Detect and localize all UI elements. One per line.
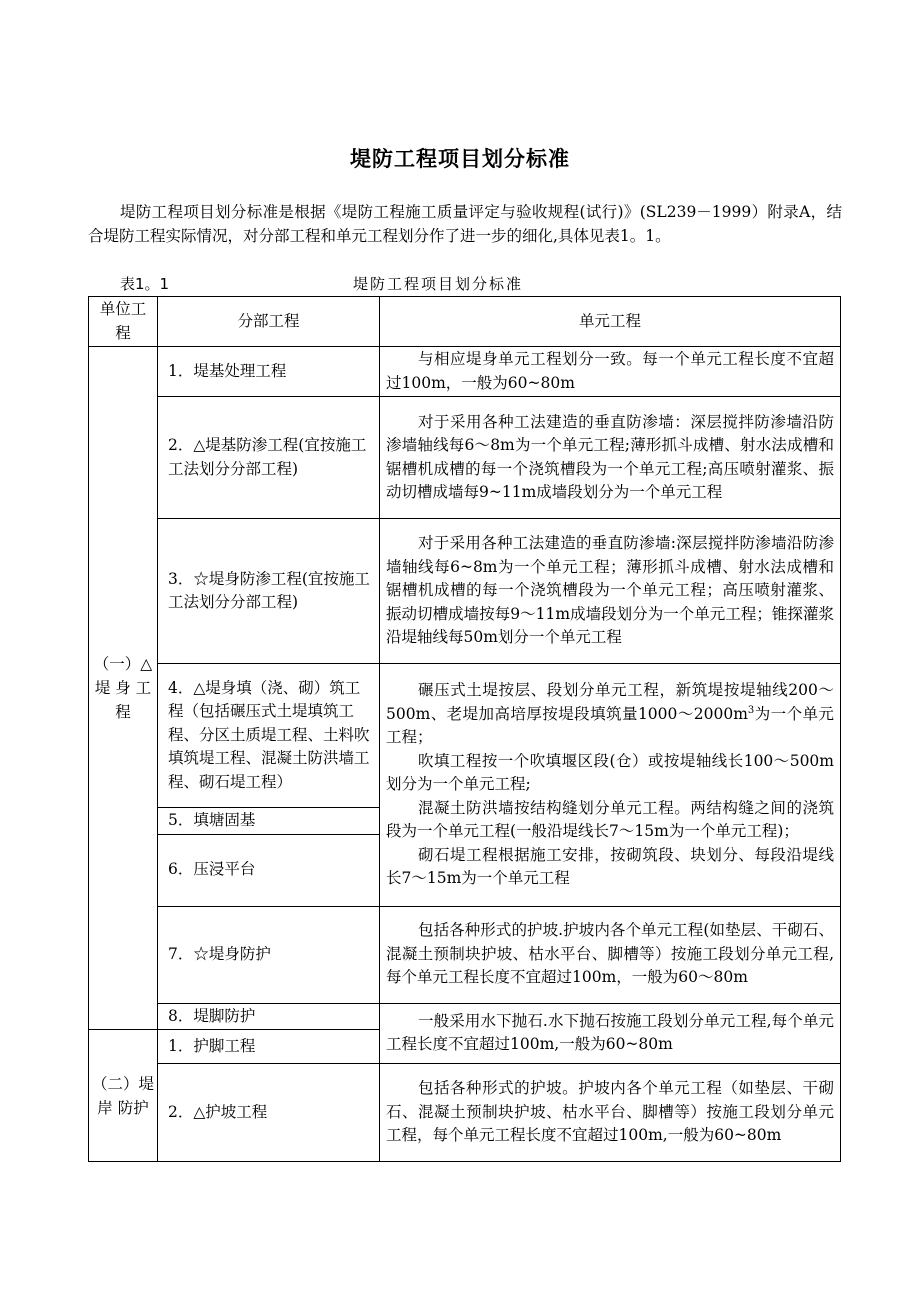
table-row	[89, 664, 841, 808]
header-part: 分部工程	[158, 297, 380, 347]
element-cell: 对于采用各种工法建造的垂直防渗墙：深层搅拌防渗墙沿防渗墙轴线每6～8m为一个单元工程;薄形抓斗成槽、射水法成槽和锯槽机成槽的每一个浇筑槽段为一个单元工程;高压喷射灌浆、振动切槽成墙每9~11m成墙段划分为一个单元工程	[380, 397, 841, 519]
part-cell: 2．△护坡工程	[158, 1064, 380, 1162]
table-row	[89, 397, 841, 519]
table-row	[89, 347, 841, 397]
intro-paragraph: 堤防工程项目划分标准是根据《堤防工程施工质量评定与验收规程(试行)》(SL239－1999）附录A，结合堤防工程实际情况，对分部工程和单元工程划分作了进一步的细化,具体见表1。1。	[88, 203, 842, 245]
element-cell: 与相应堤身单元工程划分一致。每一个单元工程长度不宜超过100m，一般为60~80m	[380, 347, 841, 397]
element-cell: 碾压式土堤按层、段划分单元工程，新筑堤按堤轴线200～500m、老堤加高培厚按堤段填筑量$1000\sim 2000m^3$为一个单元工程； 吹填工程按一个吹填堰区段(仓）或按堤轴线长100～500m划分为一个单元工程; 混凝土防洪墙按结构缝划分单元工程。两结构缝之间的浇筑段为一个单元工程(一般沿堤线长7～15m为一个单元工程)； 砌石堤工程根据施工安排，按砌筑段、块划分、每段沿堤线长7～15m为一个单元工程	[380, 664, 841, 907]
table-header-row	[89, 297, 841, 347]
table-caption	[120, 273, 840, 295]
part-cell: 1．堤基处理工程	[158, 347, 380, 397]
part-cell: 2．△堤基防渗工程(宜按施工工法划分分部工程)	[158, 397, 380, 519]
element-cell: 包括各种形式的护坡.护坡内各个单元工程(如垫层、干砌石、混凝土预制块护坡、枯水平台、脚槽等）按施工段划分单元工程,每个单元工程长度不宜超过100m，一般为60～80m	[380, 906, 841, 1003]
table-row	[89, 1003, 841, 1030]
element-cell: 对于采用各种工法建造的垂直防渗墙:深层搅拌防渗墙沿防渗墙轴线每6~8m为一个单元工程；薄形抓斗成槽、射水法成槽和锯槽机成槽的每一个浇筑槽段为一个单元工程；高压喷射灌浆、振动切槽成墙按每9～11m成墙段划分为一个单元工程；锥探灌浆沿堤轴线每50m划分一个单元工程	[380, 519, 841, 664]
part-cell: 6．压浸平台	[158, 834, 380, 906]
table-caption-title: 堤防工程项目划分标准	[353, 275, 524, 293]
unit-cell-2: （二）堤 岸 防护	[89, 1030, 158, 1162]
table-number: 表1。1	[120, 275, 170, 293]
table-row	[89, 1064, 841, 1162]
element-cell: 包括各种形式的护坡。护坡内各个单元工程（如垫层、干砌石、混凝土预制块护坡、枯水平台、脚槽等）按施工段划分单元工程，每个单元工程长度不宜超过100m,一般为60~80m	[380, 1064, 841, 1162]
page-title: 堤防工程项目划分标准	[350, 146, 570, 171]
part-cell: 1．护脚工程	[158, 1030, 380, 1064]
table-row	[89, 519, 841, 664]
part-cell: 8．堤脚防护	[158, 1003, 380, 1030]
part-cell: 7．☆堤身防护	[158, 906, 380, 1003]
header-element: 单元工程	[380, 297, 841, 347]
unit-cell-1: （一）△ 堤 身 工 程	[89, 347, 158, 1030]
table-row	[89, 906, 841, 1003]
part-cell: 3．☆堤身防渗工程(宜按施工工法划分分部工程)	[158, 519, 380, 664]
header-unit: 单位工程	[89, 297, 158, 347]
element-cell: 一般采用水下抛石.水下抛石按施工段划分单元工程,每个单元工程长度不宜超过100m,一般为60~80m	[380, 1003, 841, 1064]
part-cell: 4．△堤身填（浇、砌）筑工程（包括碾压式土堤填筑工程、分区土质堤工程、土料吹填筑堤工程、混凝土防洪墙工程、砌石堤工程）	[158, 664, 380, 808]
part-cell: 5．填塘固基	[158, 808, 380, 835]
division-table	[88, 296, 841, 1162]
